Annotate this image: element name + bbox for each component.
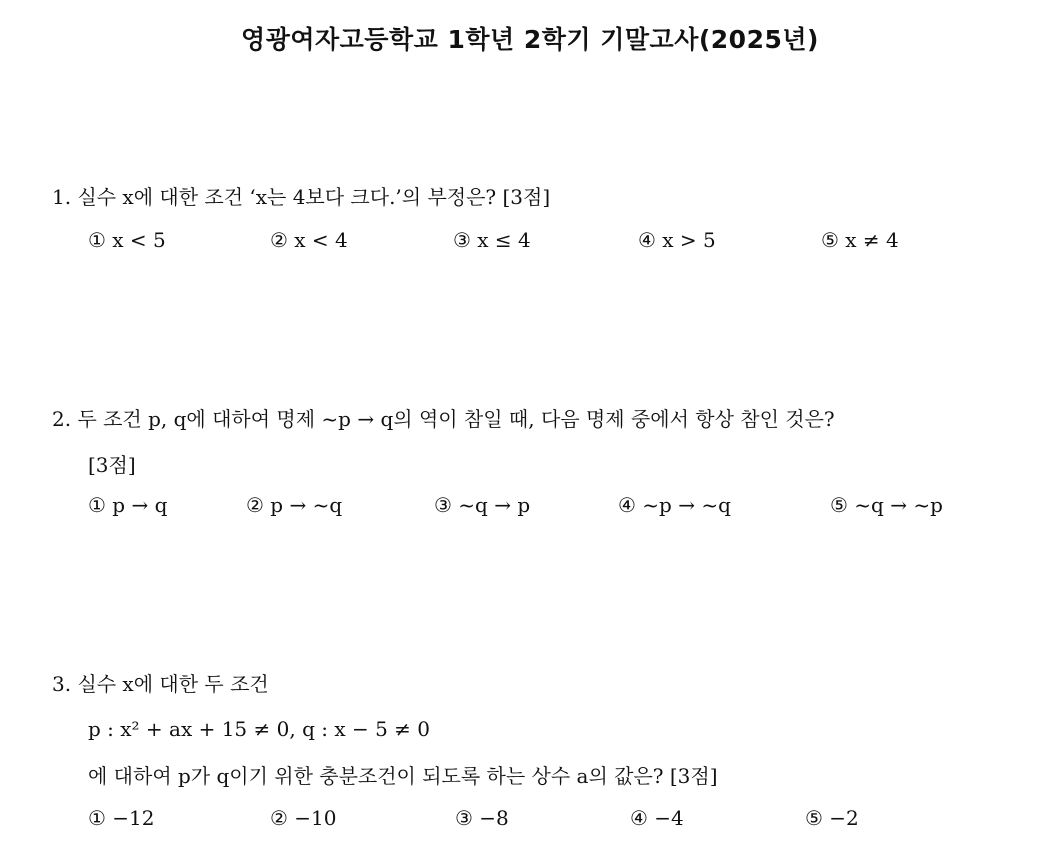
q3-choice-1[interactable]: ① −12 xyxy=(88,806,155,830)
q1-choice-3[interactable]: ③ x ≤ 4 xyxy=(453,228,531,252)
q3-choice-5[interactable]: ⑤ −2 xyxy=(805,806,859,830)
q3-choice-2[interactable]: ② −10 xyxy=(270,806,337,830)
q1-choice-2[interactable]: ② x < 4 xyxy=(270,228,348,252)
question-2-stem: 2. 두 조건 p, q에 대하여 명제 ~p → q의 역이 참일 때, 다음 명제 중에서 항상 참인 것은? xyxy=(52,407,835,431)
q2-choice-5[interactable]: ⑤ ~q → ~p xyxy=(830,493,943,517)
q2-choice-2[interactable]: ② p → ~q xyxy=(246,493,343,517)
q2-choice-3[interactable]: ③ ~q → p xyxy=(434,493,531,517)
page-title: 영광여자고등학교 1학년 2학기 기말고사(2025년) xyxy=(241,25,819,54)
q1-choice-1[interactable]: ① x < 5 xyxy=(88,228,166,252)
q2-choice-4[interactable]: ④ ~p → ~q xyxy=(618,493,731,517)
question-3-text: 에 대하여 p가 q이기 위한 충분조건이 되도록 하는 상수 a의 값은? [3점] xyxy=(88,764,718,788)
question-3-stem: 3. 실수 x에 대한 두 조건 xyxy=(52,672,269,696)
question-2-points: [3점] xyxy=(88,453,136,477)
q1-choice-4[interactable]: ④ x > 5 xyxy=(638,228,716,252)
q3-choice-3[interactable]: ③ −8 xyxy=(455,806,509,830)
question-1-stem: 1. 실수 x에 대한 조건 ‘x는 4보다 크다.’의 부정은? [3점] xyxy=(52,185,551,209)
q3-choice-4[interactable]: ④ −4 xyxy=(630,806,684,830)
q1-choice-5[interactable]: ⑤ x ≠ 4 xyxy=(821,228,899,252)
q2-choice-1[interactable]: ① p → q xyxy=(88,493,168,517)
question-3-condition: p : x² + ax + 15 ≠ 0, q : x − 5 ≠ 0 xyxy=(88,717,430,741)
